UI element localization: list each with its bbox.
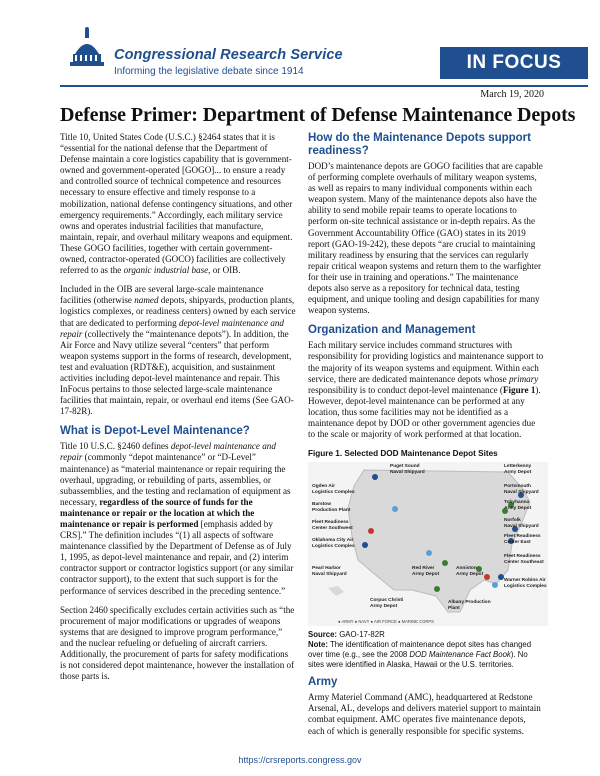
heading-organization: Organization and Management (308, 324, 476, 337)
organization-paragraph: Each military service includes command structures with responsibility for providing logistics and maintenance support to the majority of its weapon systems and equipment. Within each service, there are dedicated maintenance depots whose primary responsibility is to conduct depot-level maintenance (Figure 1). However, depot-level maintenance can be performed at any location, thus some facilities may not be identified as a maintenance depot by DOD or other government agencies due to the scale or majority of work performed at that location. (308, 340, 544, 440)
map-label: Norfolk Naval Shipyard (504, 518, 539, 529)
footer-url[interactable]: https://crsreports.congress.gov (238, 755, 362, 765)
header-rule (60, 85, 588, 87)
heading-depot-level: What is Depot-Level Maintenance? (60, 425, 250, 438)
intro-paragraph: Title 10, United States Code (U.S.C.) §2464 states that it is “essential for the national defense that the Department of Defense maintain a core logistics capability that is government-owned and government-operated [GOGO]... to ensure a ready and controlled source of technical competence and resources necessary to ensure effective and timely response to a mobilization, national defense contingency situations, and other emergency requirements.” Accordingly, each military service owns and operates industrial facilities that manufacture, maintain, repair, and overhaul military weapons and equipment. These GOGO facilities, together with certain government-owned, contractor-operated (GOCO) facilities are collectively referred to as the organic industrial base, or OIB. (60, 132, 293, 276)
map-label: Ogden Air Logistics Complex (312, 484, 355, 495)
map-label: Barstow Production Plant (312, 502, 351, 513)
page-title: Defense Primer: Department of Defense Maintenance Depots (60, 104, 576, 126)
map-label: Letterkenny Army Depot (504, 464, 532, 475)
figure-source-note: Source: GAO-17-82R Note: The identification of maintenance depot sites has changed over time (e.g., see the 2008 DOD Maintenance Fact Book). No sites were identified in Alaska, Hawaii or the U.S. territories. (308, 630, 532, 670)
header (0, 0, 600, 96)
map-label: Fleet Readiness Center Southeast (504, 554, 544, 565)
definition-paragraph: Title 10 U.S.C. §2460 defines depot-level maintenance and repair (commonly “depot maintenance” or “D-Level” maintenance) as “material maintenance or repair requiring the overhaul, upgrading, or rebuilding of parts, assemblies, or subassemblies, and the testing and reclamation of equipment as necessary, regardless of the source of funds for the maintenance or repair or the location at which the maintenance or repair is performed [emphasis added by CRS].” The definition includes “(1) all aspects of software maintenance classified by the Department of Defense as of July 1, 1995, as depot-level maintenance and repair, and (2) interim contractor support or contractor logistics support (or any similar contractor support), to the extent that such support is for the performance of services described in the preceding sentence.” (60, 441, 294, 596)
map-label: Warner Robins Air Logistics Complex (504, 578, 547, 589)
map-legend: ● ARMY ● NAVY ● AIR FORCE ● MARINE CORPS (338, 619, 434, 625)
heading-readiness: How do the Maintenance Depots support readiness? (308, 132, 531, 157)
map-label: Red River Army Depot (412, 566, 440, 577)
capitol-dome-icon (64, 24, 110, 70)
map-label: Albany Production Plant (448, 600, 491, 611)
depot-map (308, 462, 548, 626)
army-paragraph: Army Materiel Command (AMC), headquartered at Redstone Arsenal, AL, develops and delivers materiel support to maintain combat equipment. AMC operates five maintenance depots, each of which is generally responsible for specific systems. (308, 692, 541, 736)
map-label: Oklahoma City Air Logistics Complex (312, 538, 355, 549)
map-label: Puget Sound Naval Shipyard (390, 464, 425, 475)
in-focus-badge: IN FOCUS (440, 47, 588, 79)
publication-date: March 19, 2020 (480, 89, 544, 100)
heading-army: Army (308, 676, 338, 689)
right-column (308, 132, 547, 745)
oib-paragraph: Included in the OIB are several large-scale maintenance facilities (otherwise named depots, shipyards, production plants, logistics complexes, or readiness centers) owned by each service that are dedicated to performing depot-level maintenance and repair (collectively the “maintenance depots”). In addition, the Air Force and Navy utilize several “centers” that perform weapon systems support in the forms of research, development, test and evaluation (RDT&E), acquisition, and sustainment activities including depot-level maintenance and repair. This InFocus pertains to those selected large-scale maintenance facilities that maintain, repair, or overhaul end items (See GAO-17-82R). (60, 284, 296, 417)
map-label: Pearl Harbor Naval Shipyard (312, 566, 347, 577)
map-label: Anniston Army Depot (456, 566, 484, 577)
map-label: Fleet Readiness Center Southwest (312, 520, 353, 531)
map-label: Tobyhanna Army Depot (504, 500, 532, 511)
left-column (60, 132, 296, 690)
org-name: Congressional Research Service (114, 47, 343, 63)
map-label: Portsmouth Naval Shipyard (504, 484, 539, 495)
figure-caption: Figure 1. Selected DOD Maintenance Depot Sites (308, 449, 498, 459)
map-label: Fleet Readiness Center East (504, 534, 541, 545)
map-label: Corpus Christi Army Depot (370, 598, 404, 609)
org-tagline: Informing the legislative debate since 1914 (114, 66, 304, 77)
readiness-paragraph: DOD’s maintenance depots are GOGO facilities that are capable of performing complete overhauls of military weapon systems, as well as repairs to many individual components within each weapon system. Many of the maintenance depots also have the ability to send mobile repair teams to operate locations to perform on-site technical assistance or in-depth repairs. As the Government Accountability Office (GAO) states in its 2019 report (GAO-19-242), these depots “are crucial to maintaining military readiness by ensuring that the services can regularly repair critical weapon systems and return them to the warfighter for their use in training and operations.” The maintenance depots also serve as a repository for technical data, testing equipment, and unique tooling and design capabilities for many weapon systems. (308, 161, 543, 316)
exclusions-paragraph: Section 2460 specifically excludes certain activities such as “the procurement of major modifications or upgrades of weapons systems that are designed to improve program performance,” and the nuclear refueling or defueling of aircraft carriers. Additionally, the procurement of parts for safety modifications is not considered depot maintenance, however the installation of those parts is. (60, 604, 295, 682)
